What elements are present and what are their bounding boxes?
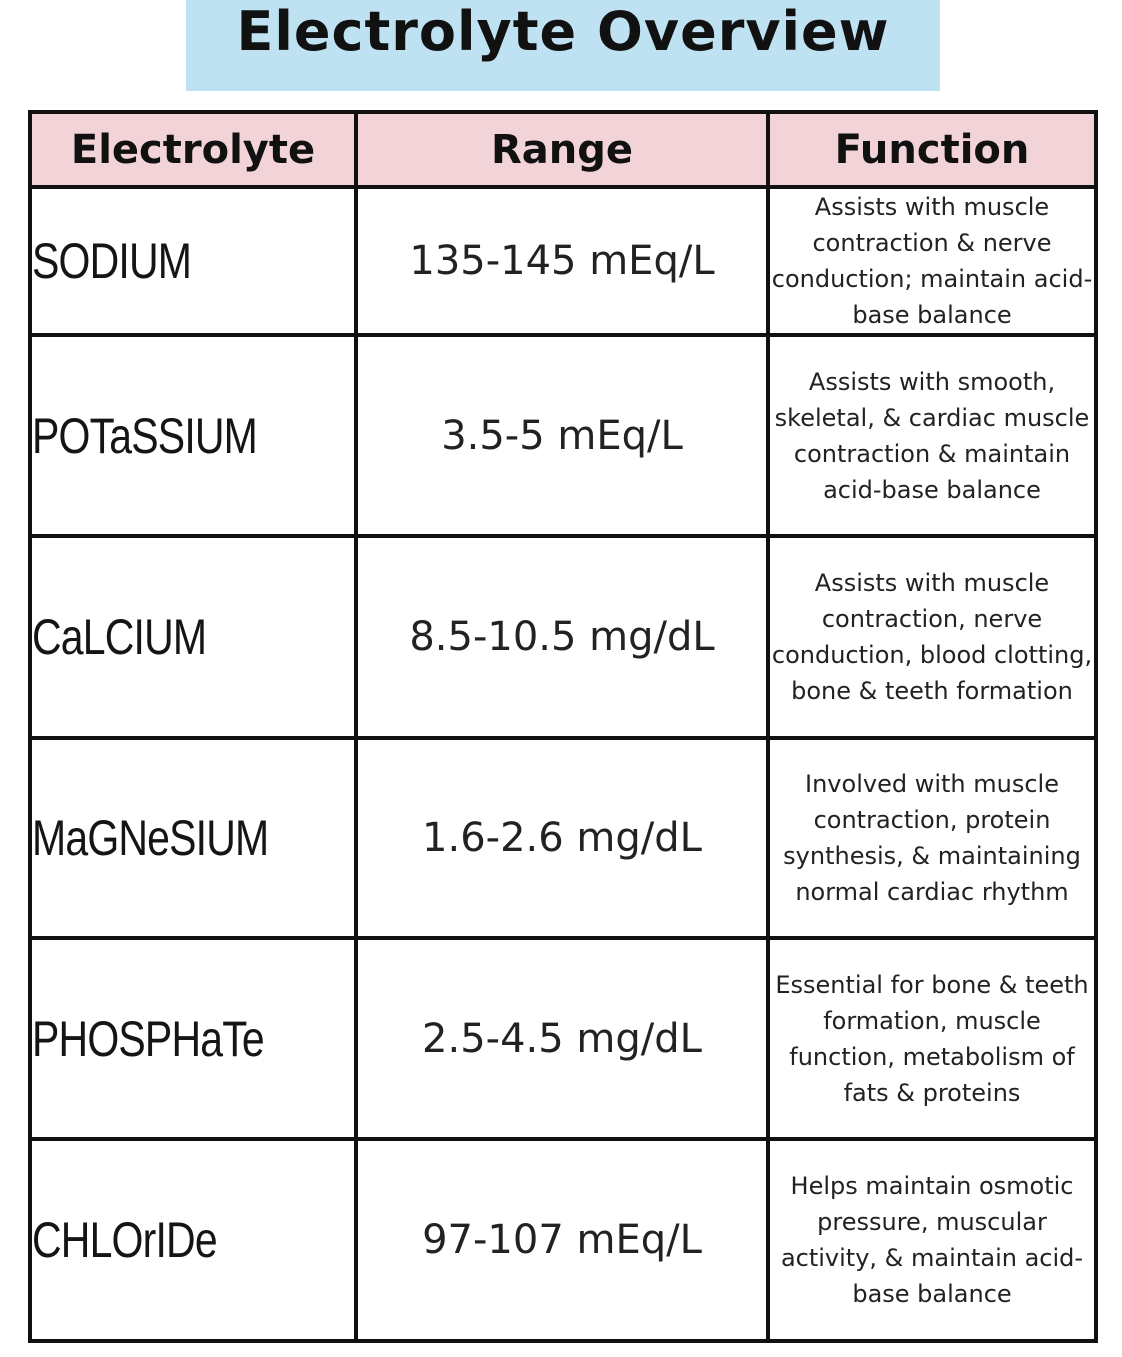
electrolyte-name: PHOSPHaTe xyxy=(30,938,356,1139)
electrolyte-range: 135-145 mEq/L xyxy=(356,187,768,335)
electrolyte-name: CaLCIUM xyxy=(30,536,356,738)
table-row xyxy=(30,738,1096,938)
electrolyte-table xyxy=(28,110,1098,1343)
electrolyte-function: Involved with muscle contraction, protein synthesis, & maintaining normal cardiac rhythm xyxy=(768,738,1096,938)
electrolyte-range: 3.5-5 mEq/L xyxy=(356,335,768,536)
electrolyte-function: Assists with muscle contraction, nerve conduction, blood clotting, bone & teeth formation xyxy=(768,536,1096,738)
electrolyte-range: 97-107 mEq/L xyxy=(356,1139,768,1341)
table-header-row xyxy=(30,112,1096,187)
electrolyte-range: 8.5-10.5 mg/dL xyxy=(356,536,768,738)
table-row xyxy=(30,938,1096,1139)
electrolyte-function: Assists with smooth, skeletal, & cardiac muscle contraction & maintain acid-base balance xyxy=(768,335,1096,536)
electrolyte-range: 2.5-4.5 mg/dL xyxy=(356,938,768,1139)
electrolyte-name: POTaSSIUM xyxy=(30,335,356,536)
electrolyte-function: Helps maintain osmotic pressure, muscular activity, & maintain acid-base balance xyxy=(768,1139,1096,1341)
electrolyte-range: 1.6-2.6 mg/dL xyxy=(356,738,768,938)
table-row xyxy=(30,187,1096,335)
header-range: Range xyxy=(356,112,768,187)
electrolyte-name: SODIUM xyxy=(30,187,356,335)
electrolyte-function: Essential for bone & teeth formation, muscle function, metabolism of fats & proteins xyxy=(768,938,1096,1139)
table-row xyxy=(30,1139,1096,1341)
electrolyte-name: MaGNeSIUM xyxy=(30,738,356,938)
header-electrolyte: Electrolyte xyxy=(30,112,356,187)
title-banner xyxy=(186,0,940,91)
table-row xyxy=(30,335,1096,536)
header-function: Function xyxy=(768,112,1096,187)
page-title: Electrolyte Overview xyxy=(236,0,890,63)
electrolyte-function: Assists with muscle contraction & nerve conduction; maintain acid-base balance xyxy=(768,187,1096,335)
electrolyte-name: CHLOrIDe xyxy=(30,1139,356,1341)
table-row xyxy=(30,536,1096,738)
